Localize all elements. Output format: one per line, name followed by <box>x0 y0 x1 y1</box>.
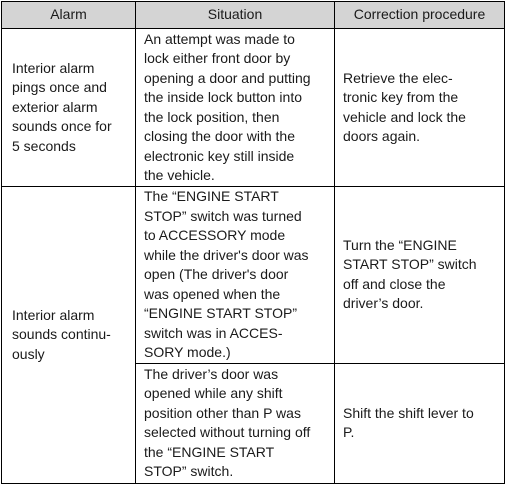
header-row <box>2 2 505 29</box>
header-correction: Correction procedure <box>335 2 505 29</box>
alarm-table <box>1 1 505 484</box>
correction-cell: Turn the “ENGINE START STOP” switch off and close the driver’s door. <box>335 187 505 364</box>
table-row <box>2 29 505 187</box>
table-row <box>2 187 505 364</box>
header-situation: Situation <box>136 2 335 29</box>
correction-cell: Shift the shift lever to P. <box>335 363 505 483</box>
situation-cell: The “ENGINE START STOP” switch was turned to ACCESSORY mode while the driver's door was open (The driver's door was opened when the “ENGINE START STOP” switch was in ACCES- SORY mode.) <box>136 187 335 364</box>
situation-cell: The driver’s door was opened while any shift position other than P was selected without turning off the “ENGINE START STOP” switch. <box>136 363 335 483</box>
alarm-cell: Interior alarm pings once and exterior alarm sounds once for 5 seconds <box>2 29 136 187</box>
correction-cell: Retrieve the elec- tronic key from the vehicle and lock the doors again. <box>335 29 505 187</box>
alarm-cell: Interior alarm sounds continu- ously <box>2 187 136 484</box>
header-alarm: Alarm <box>2 2 136 29</box>
situation-cell: An attempt was made to lock either front door by opening a door and putting the inside lock button into the lock position, then closing the door with the electronic key still inside the vehicle. <box>136 29 335 187</box>
